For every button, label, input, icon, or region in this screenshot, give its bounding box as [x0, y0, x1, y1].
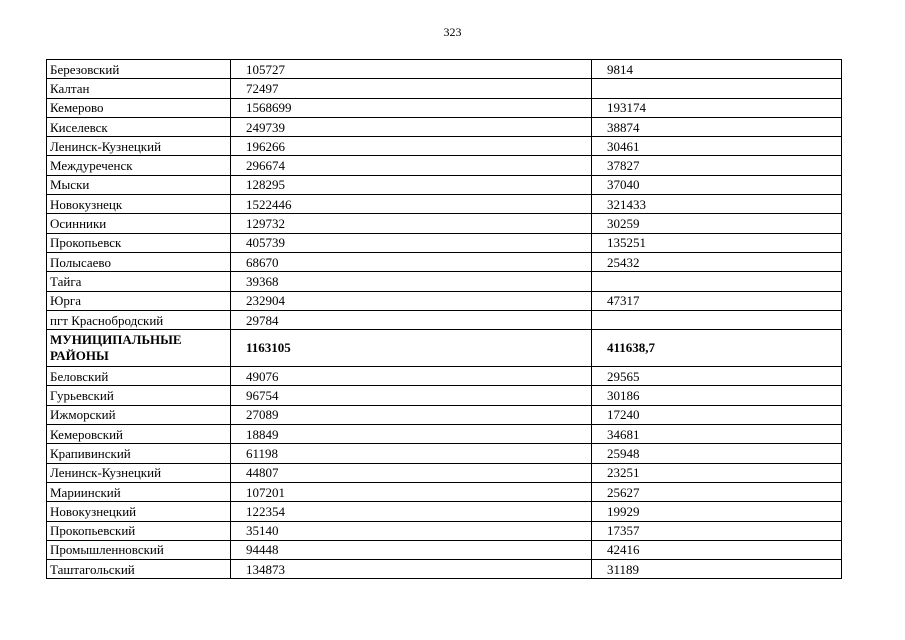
row-name-cell: Полысаево [47, 252, 231, 271]
row-value-cell: 31189 [592, 560, 842, 579]
table-row [47, 425, 842, 444]
row-value-cell: 135251 [592, 233, 842, 252]
table-row [47, 291, 842, 310]
table-row [47, 252, 842, 271]
table-row [47, 214, 842, 233]
table-row [47, 444, 842, 463]
table-row [47, 98, 842, 117]
row-value-cell: 122354 [231, 502, 592, 521]
table-row [47, 502, 842, 521]
row-value-cell [592, 79, 842, 98]
row-value-cell: 249739 [231, 117, 592, 136]
row-value-cell: 107201 [231, 482, 592, 501]
row-value-cell: 61198 [231, 444, 592, 463]
row-name-cell: Осинники [47, 214, 231, 233]
row-name-cell: МУНИЦИПАЛЬНЫЕ РАЙОНЫ [47, 330, 231, 367]
row-name-cell: Таштагольский [47, 560, 231, 579]
row-value-cell: 25627 [592, 482, 842, 501]
row-name-cell: Беловский [47, 367, 231, 386]
table-row [47, 233, 842, 252]
row-value-cell: 39368 [231, 272, 592, 291]
row-value-cell: 38874 [592, 117, 842, 136]
row-name-cell: Промышленновский [47, 540, 231, 559]
row-name-cell: пгт Краснобродский [47, 310, 231, 329]
row-name-cell: Кемеровский [47, 425, 231, 444]
table-row [47, 117, 842, 136]
table-row [47, 367, 842, 386]
row-value-cell: 44807 [231, 463, 592, 482]
row-value-cell: 134873 [231, 560, 592, 579]
table-row [47, 175, 842, 194]
row-name-cell: Ленинск-Кузнецкий [47, 137, 231, 156]
row-value-cell: 37040 [592, 175, 842, 194]
row-value-cell: 29565 [592, 367, 842, 386]
table-row [47, 386, 842, 405]
row-value-cell: 1163105 [231, 330, 592, 367]
table-row [47, 272, 842, 291]
row-value-cell [592, 272, 842, 291]
data-table [46, 59, 842, 579]
table-row [47, 156, 842, 175]
row-value-cell: 296674 [231, 156, 592, 175]
row-value-cell [592, 310, 842, 329]
row-value-cell: 42416 [592, 540, 842, 559]
row-value-cell: 72497 [231, 79, 592, 98]
row-value-cell: 30259 [592, 214, 842, 233]
table-row [47, 521, 842, 540]
row-value-cell: 27089 [231, 405, 592, 424]
row-name-cell: Междуреченск [47, 156, 231, 175]
page-number: 323 [443, 25, 462, 39]
row-name-cell: Мариинский [47, 482, 231, 501]
row-value-cell: 94448 [231, 540, 592, 559]
row-name-cell: Гурьевский [47, 386, 231, 405]
table-row [47, 482, 842, 501]
row-name-cell: Новокузнецкий [47, 502, 231, 521]
row-value-cell: 405739 [231, 233, 592, 252]
table-row [47, 195, 842, 214]
row-value-cell: 105727 [231, 60, 592, 79]
row-name-cell: Кемерово [47, 98, 231, 117]
row-value-cell: 68670 [231, 252, 592, 271]
table-row [47, 560, 842, 579]
row-value-cell: 37827 [592, 156, 842, 175]
row-name-cell: Прокопьевск [47, 233, 231, 252]
table-row [47, 540, 842, 559]
row-value-cell: 25432 [592, 252, 842, 271]
table-row [47, 405, 842, 424]
table-row [47, 137, 842, 156]
row-value-cell: 193174 [592, 98, 842, 117]
row-value-cell: 1568699 [231, 98, 592, 117]
row-value-cell: 411638,7 [592, 330, 842, 367]
row-value-cell: 196266 [231, 137, 592, 156]
row-name-cell: Ленинск-Кузнецкий [47, 463, 231, 482]
table-row [47, 463, 842, 482]
table-row [47, 310, 842, 329]
row-name-cell: Мыски [47, 175, 231, 194]
row-value-cell: 96754 [231, 386, 592, 405]
row-name-cell: Киселевск [47, 117, 231, 136]
row-name-cell: Новокузнецк [47, 195, 231, 214]
row-value-cell: 17240 [592, 405, 842, 424]
row-value-cell: 17357 [592, 521, 842, 540]
table-body [47, 60, 842, 579]
table-row [47, 79, 842, 98]
row-value-cell: 128295 [231, 175, 592, 194]
row-value-cell: 29784 [231, 310, 592, 329]
row-name-cell: Крапивинский [47, 444, 231, 463]
row-value-cell: 49076 [231, 367, 592, 386]
row-value-cell: 1522446 [231, 195, 592, 214]
row-value-cell: 9814 [592, 60, 842, 79]
row-value-cell: 30186 [592, 386, 842, 405]
row-value-cell: 18849 [231, 425, 592, 444]
row-value-cell: 30461 [592, 137, 842, 156]
row-value-cell: 25948 [592, 444, 842, 463]
row-name-cell: Березовский [47, 60, 231, 79]
row-value-cell: 321433 [592, 195, 842, 214]
row-value-cell: 129732 [231, 214, 592, 233]
row-name-cell: Калтан [47, 79, 231, 98]
section-row [47, 330, 842, 367]
row-name-cell: Ижморский [47, 405, 231, 424]
row-name-cell: Тайга [47, 272, 231, 291]
table-row [47, 60, 842, 79]
row-value-cell: 47317 [592, 291, 842, 310]
row-value-cell: 19929 [592, 502, 842, 521]
row-value-cell: 34681 [592, 425, 842, 444]
row-value-cell: 232904 [231, 291, 592, 310]
row-value-cell: 23251 [592, 463, 842, 482]
row-name-cell: Юрга [47, 291, 231, 310]
row-value-cell: 35140 [231, 521, 592, 540]
row-name-cell: Прокопьевский [47, 521, 231, 540]
